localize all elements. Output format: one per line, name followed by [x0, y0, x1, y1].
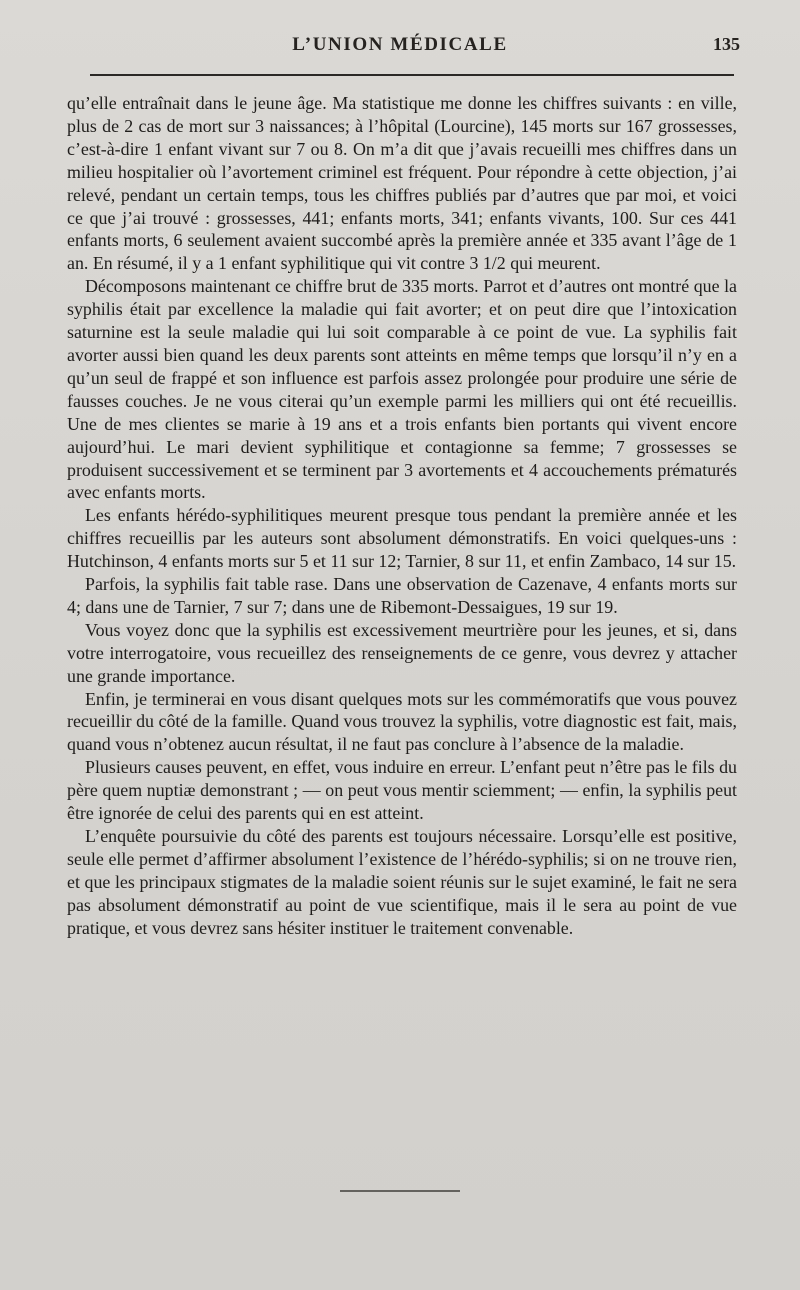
- paragraph-8: L’enquête poursuivie du côté des parents est toujours nécessaire. Lorsqu’elle est positive, seule elle permet d’affirmer absolument l’existence de l’hérédo-syphilis; si on ne trouve rien, et que les principaux stigmates de la maladie soient réunis sur le sujet examiné, le fait ne sera pas absolument démonstratif au point de vue scientifique, mais il le sera au point de vue pratique, et vous devrez sans hésiter instituer le traitement convenable.: [67, 826, 737, 938]
- paragraph-6: Enfin, je terminerai en vous disant quelques mots sur les commémoratifs que vous pouvez recueillir du côté de la famille. Quand vous trouvez la syphilis, votre diagnostic est fait, mais, quand vous n’obtenez aucun résultat, il ne faut pas conclure à l’absence de la maladie.: [67, 688, 737, 755]
- paragraph-2: Décomposons maintenant ce chiffre brut de 335 morts. Parrot et d’autres ont montré que la syphilis était par excellence la maladie qui fait avorter; et on peut dire que l’intoxication saturnine est la seule maladie qui lui soit comparable à ce point de vue. La syphilis fait avorter aussi bien quand les deux parents sont atteints en même temps que lorsqu’il n’y en a qu’un seul de frappé et son influence est parfois assez prolongée pour produire une série de fausses couches. Je ne vous citerai qu’un exemple parmi les milliers qui ont été recueillis. Une de mes clientes se marie à 19 ans et a trois enfants bien portants qui vivent encore aujourd’hui. Le mari devient syphilitique et contagionne sa femme; 7 grossesses se produisent successivement et se terminent par 3 avortements et 4 accouchements prématurés avec enfants morts.: [67, 276, 737, 503]
- article-body: [67, 92, 737, 940]
- header-rule: [90, 74, 734, 76]
- paragraph-1: qu’elle entraînait dans le jeune âge. Ma statistique me donne les chiffres suivants : en ville, plus de 2 cas de mort sur 3 naissances; à l’hôpital (Lourcine), 145 morts sur 167 grossesses, c’est-à-dire 1 enfant vivant sur 7 ou 8. On m’a dit que j’avais recueilli mes chiffres dans un milieu hospitalier où l’avortement criminel est fréquent. Pour répondre à cette objection, j’ai relevé, pendant un certain temps, tous les chiffres publiés par d’autres que par moi, et voici ce que j’ai trouvé : grossesses, 441; enfants morts, 341; enfants vivants, 100. Sur ces 441 enfants morts, 6 seulement avaient succombé après la première année et 335 avant l’âge de 1 an. En résumé, il y a 1 enfant syphilitique qui vit contre 3 1/2 qui meurent.: [67, 93, 737, 274]
- footer-rule: [340, 1190, 460, 1192]
- page-header: [0, 34, 800, 64]
- paragraph-5: Vous voyez donc que la syphilis est excessivement meurtrière pour les jeunes, et si, dans votre interrogatoire, vous recueillez des renseignements de ce genre, vous devrez y attacher une grande importance.: [67, 619, 737, 686]
- paragraph-4: Parfois, la syphilis fait table rase. Dans une observation de Cazenave, 4 enfants morts sur 4; dans une de Tarnier, 7 sur 7; dans une de Ribemont-Dessaigues, 19 sur 19.: [67, 574, 737, 617]
- journal-title: L’UNION MÉDICALE: [292, 34, 508, 55]
- paragraph-7: Plusieurs causes peuvent, en effet, vous induire en erreur. L’enfant peut n’être pas le fils du père quem nuptiæ demonstrant ; — on peut vous mentir sciemment; — enfin, la syphilis peut être ignorée de celui des parents qui en est atteint.: [67, 757, 737, 824]
- page-number: 135: [713, 34, 740, 54]
- paragraph-3: Les enfants hérédo-syphilitiques meurent presque tous pendant la première année et les chiffres recueillis par les auteurs sont absolument démonstratifs. En voici quelques-uns : Hutchinson, 4 enfants morts sur 5 et 11 sur 12; Tarnier, 8 sur 11, et enfin Zambaco, 14 sur 15.: [67, 505, 737, 572]
